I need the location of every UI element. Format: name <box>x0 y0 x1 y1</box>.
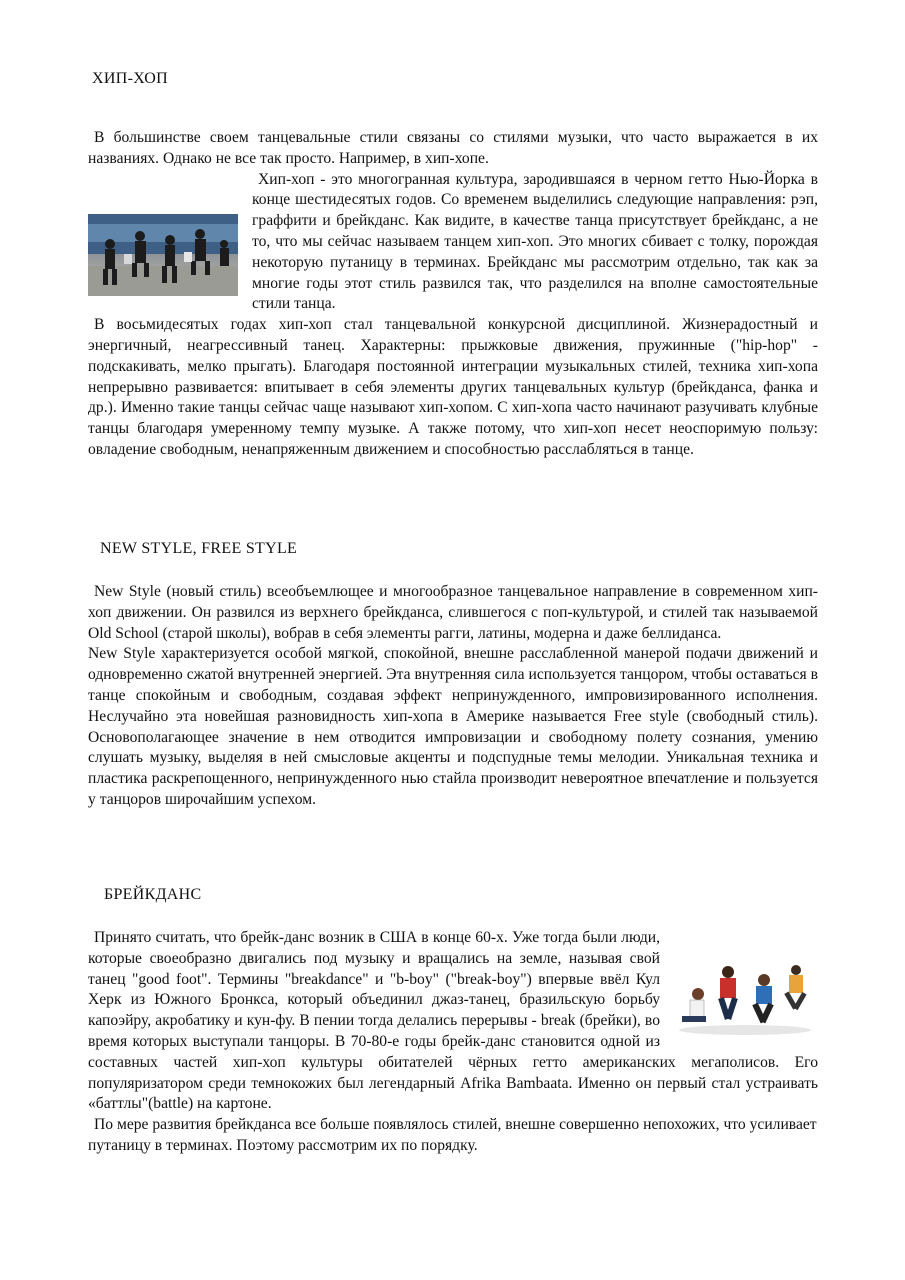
paragraph: New Style характеризуется особой мягкой, спокойной, внешне расслабленной манерой подачи движений и одновременно сжатой внутренней энергией. Эта внутренняя сила используется танцором, чтобы оставаться в танце спокойным и свободным, создавая эффект непринужденного, импровизированного исполнения. Неслучайно эта новейшая разновидность хип-хопа в Америке называется Free style (свободный стиль). Основополагающее значение в нем отводится импровизации и свободному полету сознания, умению слушать музыку, выделяя в ней смысловые акценты и подспудные темы мелодии. Уникальная техника и пластика раскрепощенного, непринужденного нью стайла производит невероятное впечатление и пользуется у танцоров широчайшим успехом. <box>88 645 818 808</box>
paragraph: В большинстве своем танцевальные стили связаны со стилями музыки, что часто выражается в их названиях. Однако не все так просто. Например, в хип-хопе. <box>88 129 818 167</box>
paragraph: В восьмидесятых годах хип-хоп стал танцевальной конкурсной дисциплиной. Жизнерадостный и энергичный, неагрессивный танец. Характерны: прыжковые движения, пружинные ("hip-hop" - подскакивать, мелко прыгать). Благодаря постоянной интеграции музыкальных стилей, техника хип-хопа непрерывно развивается: впитывает в себя элементы других танцевальных культур (брейкданса, фанка и др.). Именно такие танцы сейчас чаще называют хип-хопом. С хип-хопа часто начинают разучивать клубные танцы благодаря умеренному темпу музыке. А также потому, что хип-хоп несет неоспоримую пользу: овладение свободным, ненапряженным движением и способностью расслабляться в танце. <box>88 316 818 458</box>
paragraph: Хип-хоп - это многогранная культура, зародившаяся в черном гетто Нью-Йорка в конце шестидесятых годов. Со временем выделились следующие направления: рэп, граффити и брейкданс. Как видите, в качестве танца присутствует брейкданс, а не то, что мы сейчас называем танцем хип-хоп. Это многих сбивает с толку, порождая некоторую путаницу в терминах. Брейкданс мы рассмотрим отдельно, так как за многие годы этот стиль развился так, что разделился на вполне самостоятельные стили танца. <box>252 170 818 313</box>
paragraph: Принято считать, что брейк-данс возник в США в конце 60-х. Уже тогда были люди, которые своеобразно двигались под музыку и вращались на земле, называя свой танец "good foot". Термины "breakdance" и "b-boy" ("break-boy") впервые ввёл Кул Херк из Южного Бронкса, который объединил джаз-танец, бразильскую борьбу капоэйру, акробатику и кун-фу. В пении тогда делались перерывы - break (брейки), во время которых выступали танцоры. В 70-80-е годы брейк-данс становится одной из составных частей хип-хоп культуры обитателей чёрных гетто американских мегаполисов. Его популяризатором среди темнокожих был легендарный Afrika Bambaata. Именно он первый стал устраивать «баттлы"(battle) на картоне. <box>88 929 818 1113</box>
dancers-illustration <box>88 214 238 296</box>
section-heading-hiphop: ХИП-ХОП <box>92 70 168 87</box>
section-body-hiphop <box>88 128 818 461</box>
breakdancers-photo <box>672 950 818 1038</box>
section-heading-breakdance: БРЕЙКДАНС <box>104 886 202 903</box>
section-body-breakdance <box>88 928 818 1157</box>
paragraph-with-photo <box>88 170 818 316</box>
breakdancers-illustration <box>672 950 818 1038</box>
section-heading-new-style: NEW STYLE, FREE STYLE <box>100 540 298 557</box>
hiphop-dancers-photo <box>88 214 238 296</box>
paragraph: По мере развития брейкданса все больше появлялось стилей, внешне совершенно непохожих, что усиливает путаницу в терминах. Поэтому рассмотрим их по порядку. <box>88 1116 817 1154</box>
paragraph: New Style (новый стиль) всеобъемлющее и многообразное танцевальное направление в современном хип-хоп движении. Он развился из верхнего брейкданса, слившегося с поп-культурой, и стилей так называемой Old School (старой школы), вобрав в себя элементы рагги, латины, модерна и даже беллиданса. <box>88 583 818 642</box>
section-body-new-style <box>88 582 818 811</box>
paragraph-with-photo <box>88 928 818 1115</box>
